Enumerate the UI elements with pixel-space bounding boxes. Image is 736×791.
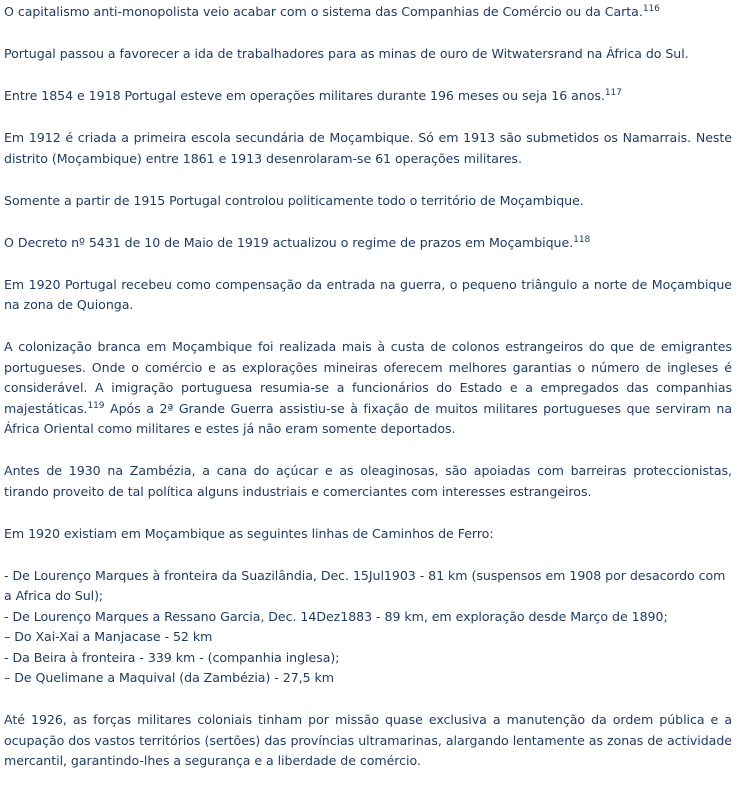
list-item: - Da Beira à fronteira - 339 km - (companhia inglesa); (4, 649, 340, 665)
paragraph-text-continued: Após a 2ª Grande Guerra assistiu-se à fixação de muitos militares portugueses que serviram na África Oriental como militares e estes já não eram somente deportados. (4, 400, 732, 436)
paragraph-text: Em 1912 é criada a primeira escola secundária de Moçambique. Só em 1913 são submetidos os Namarrais. Neste distrito (Moçambique) entre 1861 e 1913 desenrolaram-se 61 operações militares. (4, 130, 732, 166)
paragraph-colonizacao-branca (4, 337, 732, 440)
paragraph-text: Em 1920 Portugal recebeu como compensação da entrada na guerra, o pequeno triângulo a norte de Moçambique na zona de Quionga. (4, 276, 732, 312)
paragraph-text: Antes de 1930 na Zambézia, a cana do açúcar e as oleaginosas, são apoiadas com barreiras proteccionistas, tirando proveito de tal política alguns industriais e comerciantes com interesses estrangeiros. (4, 463, 732, 499)
paragraph-companhias (4, 2, 732, 23)
paragraph-text: Em 1920 existiam em Moçambique as seguintes linhas de Caminhos de Ferro: (4, 525, 494, 541)
list-item: – Do Xai-Xai a Manjacase - 52 km (4, 629, 213, 644)
list-item: – De Quelimane a Maquival (da Zambézia) - 27,5 km (4, 670, 334, 685)
paragraph-forcas-militares (4, 710, 732, 772)
paragraph-text: A colonização branca em Moçambique foi realizada mais à custa de colonos estrangeiros do que de emigrantes portugueses. Onde o comércio e as explorações mineiras oferecem melhores garantias o número de ingleses é considerável. A imigração portuguesa resumia-se a funcionários do Estado e a empregados das companhias majestáticas. (4, 339, 732, 416)
list-item: - De Lourenço Marques à fronteira da Suazilândia, Dec. 15Jul1903 - 81 km (suspensos em 1908 por desacordo com a Africa do Sul); (4, 567, 726, 603)
paragraph-text: Somente a partir de 1915 Portugal controlou politicamente todo o território de Moçambique. (4, 192, 584, 208)
railway-lines-list (4, 566, 732, 689)
paragraph-witwatersrand (4, 44, 732, 65)
paragraph-escola-secundaria (4, 128, 732, 169)
paragraph-operacoes-militares (4, 86, 732, 107)
footnote-marker[interactable]: 119 (87, 400, 105, 411)
paragraph-text: Portugal passou a favorecer a ida de trabalhadores para as minas de ouro de Witwatersrand na África do Sul. (4, 46, 689, 61)
footnote-marker[interactable]: 118 (573, 234, 591, 245)
footnote-marker[interactable]: 117 (604, 88, 622, 98)
paragraph-text: Até 1926, as forças militares coloniais tinham por missão quase exclusiva a manutenção da ordem pública e a ocupação dos vastos territórios (sertões) das províncias ultramarinas, alargando lentamente as zonas de actividade mercantil, garantindo-lhes a segurança e a liberdade de comércio. (4, 712, 732, 768)
paragraph-text: O Decreto nº 5431 de 10 de Maio de 1919 actualizou o regime de prazos em Moçambique. (4, 234, 574, 250)
paragraph-caminhos-de-ferro (4, 524, 732, 545)
paragraph-text: O capitalismo anti-monopolista veio acabar com o sistema das Companhias de Comércio ou da Carta. (4, 4, 643, 19)
paragraph-text: Entre 1854 e 1918 Portugal esteve em operações militares durante 196 meses ou seja 16 anos. (4, 88, 605, 103)
footnote-marker[interactable]: 116 (642, 4, 660, 14)
paragraph-controlo-politico (4, 191, 732, 212)
paragraph-quionga (4, 275, 732, 316)
paragraph-zambezia (4, 461, 732, 502)
paragraph-decreto-prazos (4, 233, 732, 254)
list-item: - De Lourenço Marques a Ressano Garcia, Dec. 14Dez1883 - 89 km, em exploração desde Março de 1890; (4, 608, 668, 624)
